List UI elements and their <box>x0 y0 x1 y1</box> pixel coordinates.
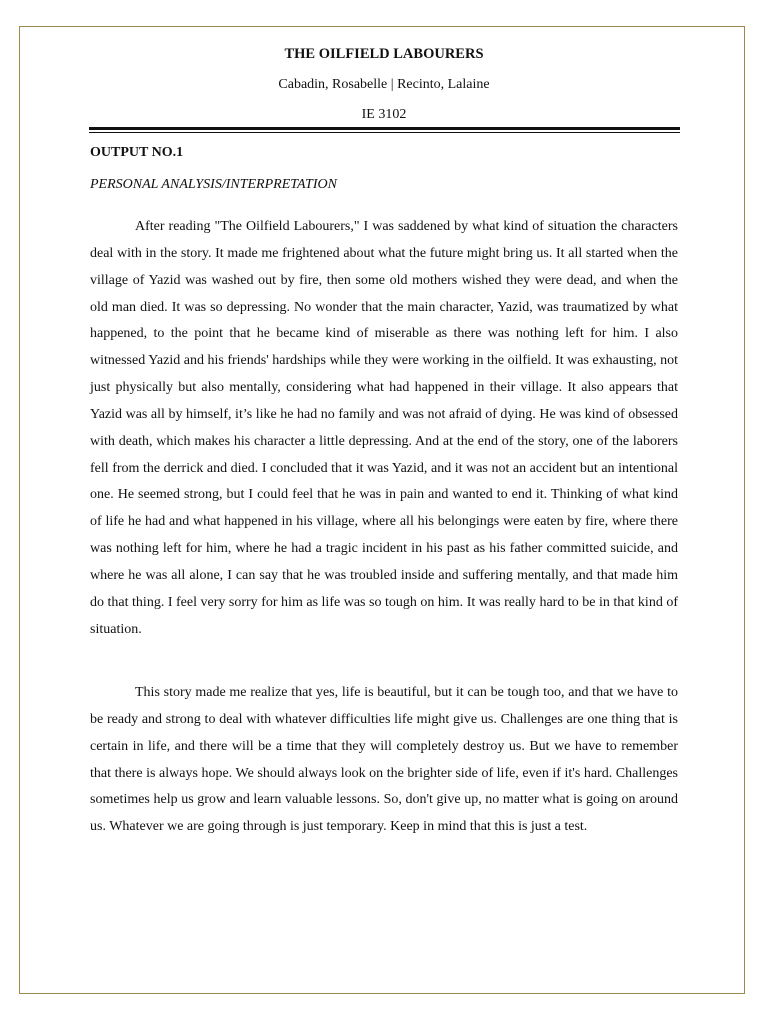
body-paragraph-1: After reading "The Oilfield Labourers," I was saddened by what kind of situation the characters deal with in the story. It made me frightened about what the future might bring us. It all started when the village of Yazid was washed out by fire, then some old mothers wished they were dead, and when the old man died. It was so depressing. No wonder that the main character, Yazid, was traumatized by what happened, to the point that he became kind of miserable as there was nothing left for him. I also witnessed Yazid and his friends' hardships while they were working in the oilfield. It was exhausting, not just physically but also mentally, considering what had happened in their village. It also appears that Yazid was all by himself, it’s like he had no family and was not afraid of dying. He was kind of obsessed with death, which makes his character a little depressing. And at the end of the story, one of the laborers fell from the derrick and died. I concluded that it was Yazid, and it was not an accident but an intentional one. He seemed strong, but I could feel that he was in pain and wanted to end it. Thinking of what kind of life he had and what happened in his village, where all his belongings were eaten by fire, where there was nothing left for him, where he had a tragic incident in his past as his father committed suicide, and where he was all alone, I can say that he was troubled inside and suffering mentally, and that made him do that thing. I feel very sorry for him as life was so tough on him. It was really hard to be in that kind of situation. <box>90 219 678 637</box>
document-title: THE OILFIELD LABOURERS <box>284 46 484 62</box>
body-paragraph-2: This story made me realize that yes, life is beautiful, but it can be tough too, and that we have to be ready and strong to deal with whatever difficulties life might give us. Challenges are one thing that is certain in life, and there will be a time that they will completely destroy us. But we have to remember that there is always hope. We should always look on the brighter side of life, even if it's hard. Challenges sometimes help us grow and learn valuable lessons. So, don't give up, no matter what is going on around us. Whatever we are going through is just temporary. Keep in mind that this is just a test. <box>90 685 678 835</box>
course-code: IE 3102 <box>361 107 407 122</box>
header-rule-thick <box>89 127 680 130</box>
document-authors: Cabadin, Rosabelle | Recinto, Lalaine <box>278 77 490 92</box>
header-rule-thin <box>89 132 680 133</box>
section-subheading: PERSONAL ANALYSIS/INTERPRETATION <box>90 177 337 192</box>
output-heading: OUTPUT NO.1 <box>90 145 184 160</box>
